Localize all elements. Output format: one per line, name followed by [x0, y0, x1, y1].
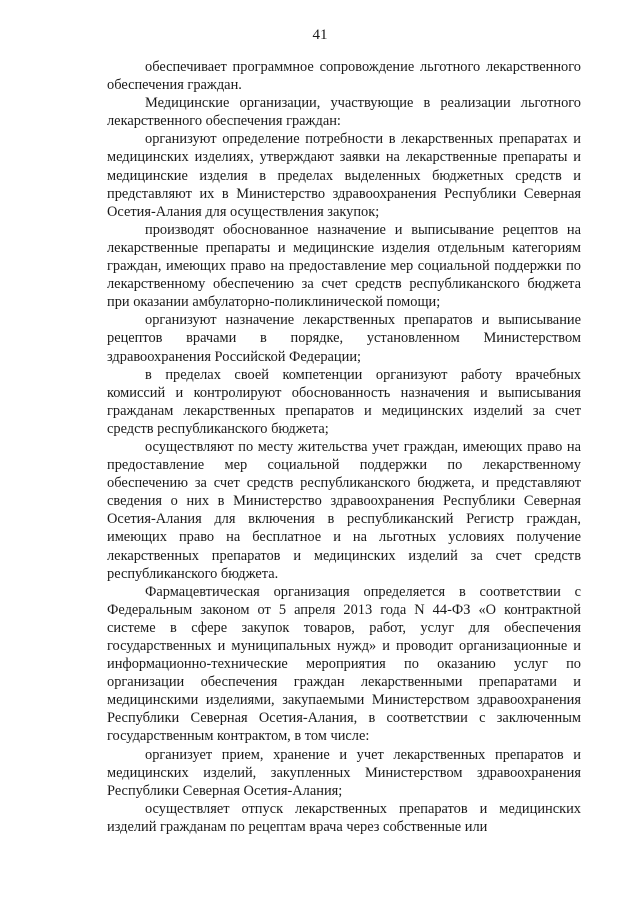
paragraph-medical-organizations-heading: Медицинские организации, участвующие в реализации льготного лекарственного обеспечения граждан:	[107, 95, 581, 130]
paragraph-prescription-procedure: организуют назначение лекарственных препаратов и выписывание рецептов врачами в порядке, установленном Министерством здравоохранения Российской Федерации;	[107, 312, 581, 365]
paragraph-medical-commissions: в пределах своей компетенции организуют работу врачебных комиссий и контролируют обоснованность назначения и выписывания гражданам лекарственных препаратов и медицинских изделий за счет средств республиканского бюджета;	[107, 366, 581, 437]
paragraph-citizen-registry: осуществляют по месту жительства учет граждан, имеющих право на предоставление мер социальной поддержки по лекарственному обеспечению за счет средств республиканского бюджета, и представляют сведения о них в Министерство здравоохранения Республики Северная Осетия-Алания для включения в республиканский Регистр граждан, имеющих право на бесплатное и на льготных условиях получение лекарственных препаратов и медицинских изделий за счет средств республиканского бюджета.	[107, 438, 581, 582]
paragraph-storage: организует прием, хранение и учет лекарственных препаратов и медицинских изделий, закупленных Министерством здравоохранения Республики Северная Осетия-Алания;	[107, 746, 581, 799]
page-number: 41	[312, 27, 328, 43]
document-body	[107, 58, 581, 836]
paragraph-dispensing: осуществляет отпуск лекарственных препаратов и медицинских изделий гражданам по рецептам врача через собственные или	[107, 800, 581, 835]
paragraph-determine-needs: организуют определение потребности в лекарственных препаратах и медицинских изделиях, утверждают заявки на лекарственные препараты и медицинские изделия в пределах выделенных бюджетных средств и представляют их в Министерство здравоохранения Республики Северная Осетия-Алания для осуществления закупок;	[107, 131, 581, 220]
paragraph-prescriptions: производят обоснованное назначение и выписывание рецептов на лекарственные препараты и медицинские изделия отдельным категориям граждан, имеющих право на предоставление мер социальной поддержки по лекарственному обеспечению за счет средств республиканского бюджета при оказании амбулаторно-поликлинической помощи;	[107, 221, 581, 311]
paragraph-pharmacy-organization: Фармацевтическая организация определяется в соответствии с Федеральным законом от 5 апреля 2013 года N 44-ФЗ «О контрактной системе в сфере закупок товаров, работ, услуг для обеспечения государственных и муниципальных нужд» и проводит организационные и информационно-технические мероприятия по оказанию услуг по организации обеспечения граждан лекарственными препаратами и медицинскими изделиями, закупаемыми Министерством здравоохранения Республики Северная Осетия-Алания, в соответствии с заключенным государственным контрактом, в том числе:	[107, 583, 581, 745]
paragraph-software-support: обеспечивает программное сопровождение льготного лекарственного обеспечения граждан.	[107, 59, 581, 94]
